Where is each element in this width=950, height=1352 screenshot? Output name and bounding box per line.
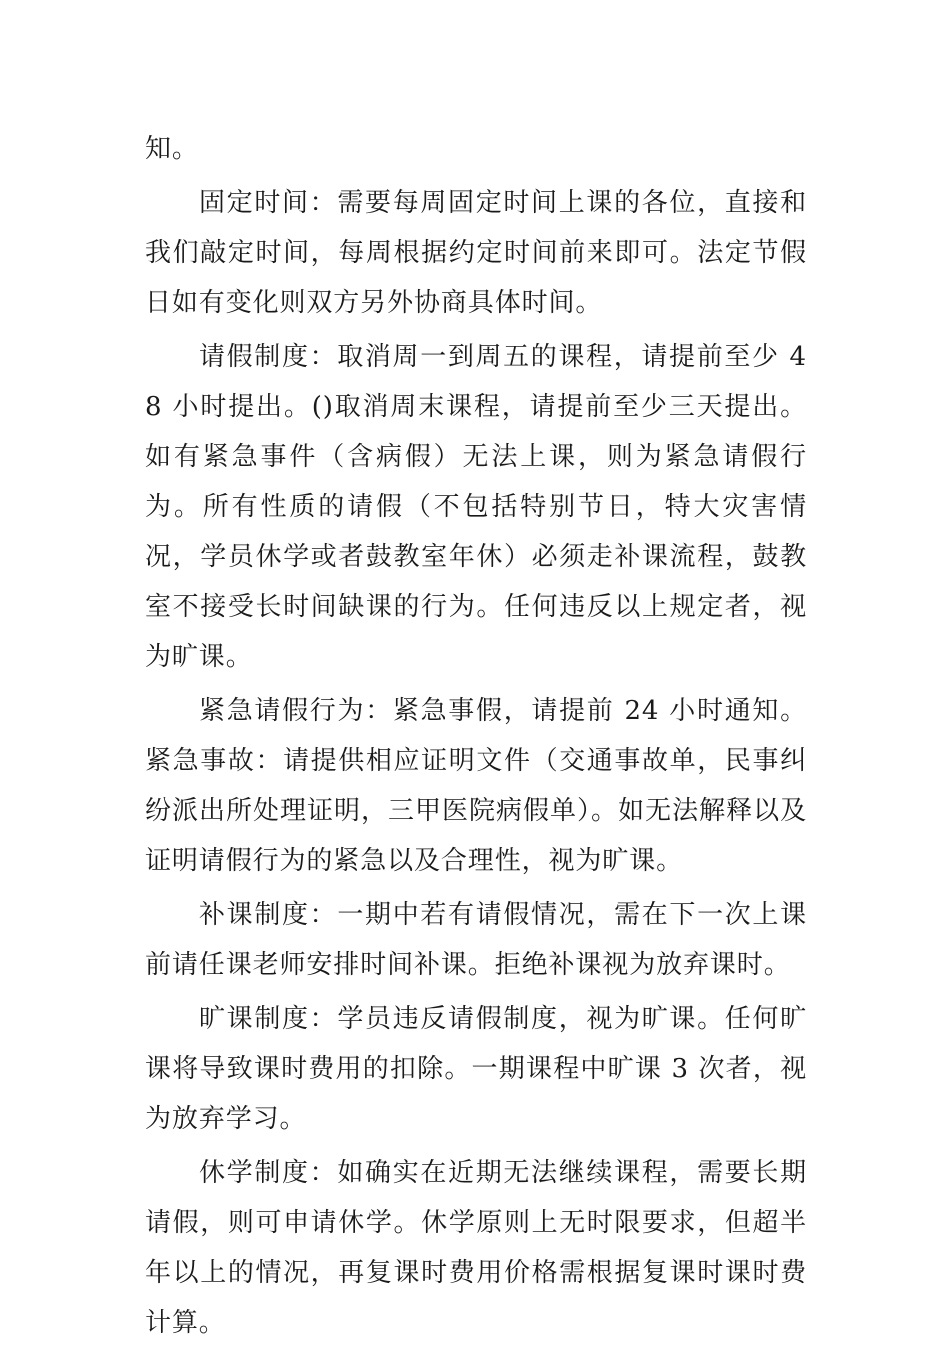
paragraph-emergency-leave: 紧急请假行为：紧急事假，请提前 24 小时通知。紧急事故：请提供相应证明文件（交通事故单，民事纠纷派出所处理证明，三甲医院病假单）。如无法解释以及证明请假行为的紧急以及合理性，视为旷课。 (145, 696, 807, 876)
paragraph-continuation: 知。 (145, 134, 199, 164)
paragraph-suspension-policy: 休学制度：如确实在近期无法继续课程，需要长期请假，则可申请休学。休学原则上无时限要求，但超半年以上的情况，再复课时费用价格需根据复课时课时费计算。 (145, 1158, 807, 1338)
paragraph-fixed-time: 固定时间：需要每周固定时间上课的各位，直接和我们敲定时间，每周根据约定时间前来即可。法定节假日如有变化则双方另外协商具体时间。 (145, 188, 807, 318)
paragraph-absence-policy: 旷课制度：学员违反请假制度，视为旷课。任何旷课将导致课时费用的扣除。一期课程中旷课 3 次者，视为放弃学习。 (145, 1004, 807, 1134)
paragraph-makeup-class: 补课制度：一期中若有请假情况，需在下一次上课前请任课老师安排时间补课。拒绝补课视为放弃课时。 (145, 900, 807, 980)
document-body (145, 124, 807, 1352)
paragraph-leave-policy: 请假制度：取消周一到周五的课程，请提前至少 48 小时提出。()取消周末课程，请提前至少三天提出。如有紧急事件（含病假）无法上课，则为紧急请假行为。所有性质的请假（不包括特别节日，特大灾害情况，学员休学或者鼓教室年休）必须走补课流程，鼓教室不接受长时间缺课的行为。任何违反以上规定者，视为旷课。 (145, 342, 807, 672)
